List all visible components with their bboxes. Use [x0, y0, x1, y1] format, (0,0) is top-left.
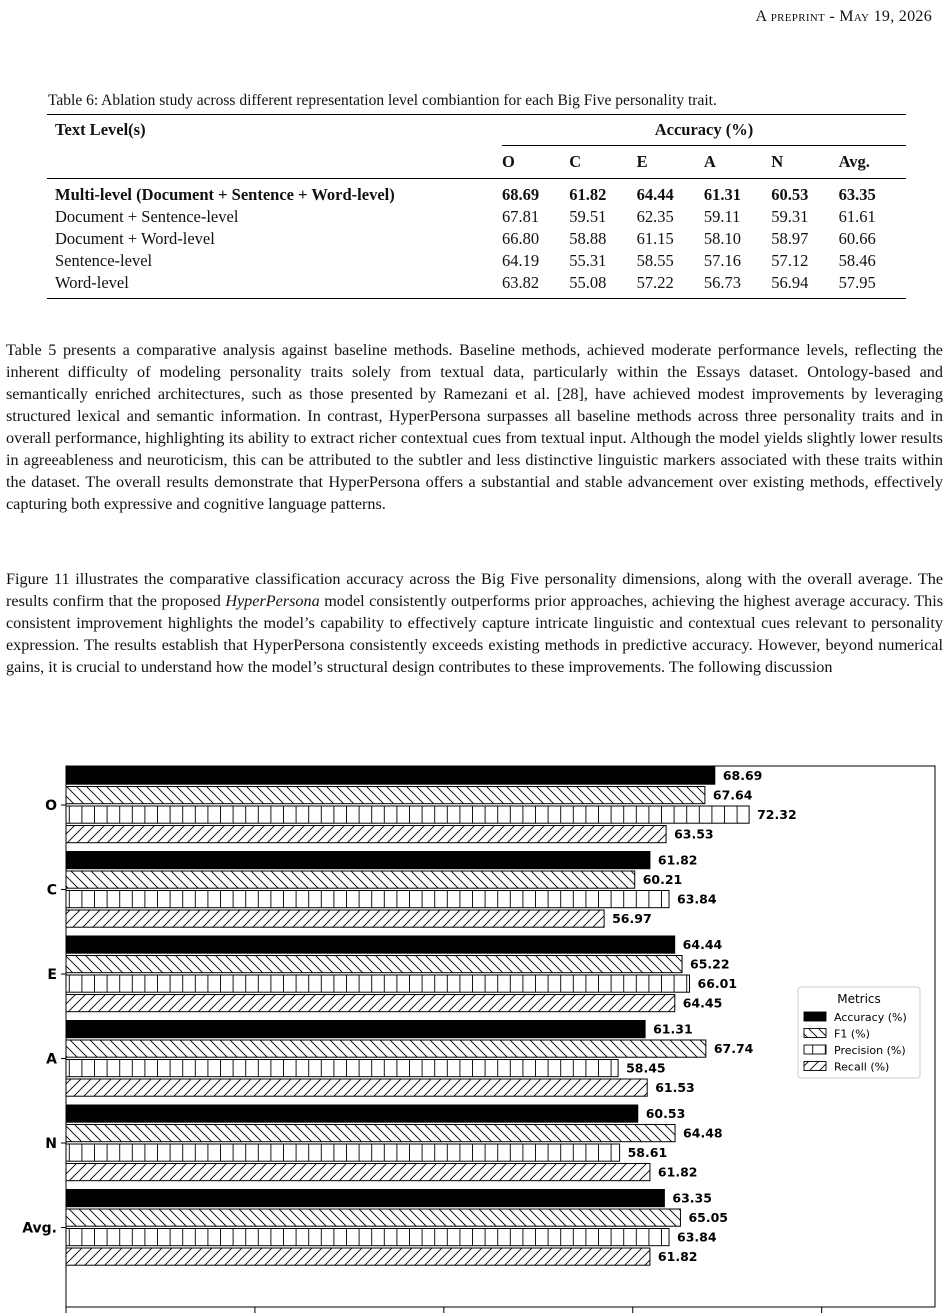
- bar-recall-avg: [66, 1248, 650, 1265]
- bar-marks: [66, 767, 797, 1265]
- bar-precision-n: [66, 1144, 620, 1161]
- table-cell: 64.19: [501, 251, 540, 270]
- table-cell: 55.31: [569, 251, 607, 270]
- table-cell: 62.35: [636, 207, 674, 226]
- bar-precision-avg: [66, 1229, 669, 1246]
- table-cell: 58.10: [703, 229, 742, 248]
- table-row: [47, 250, 906, 272]
- bar-accuracy-e: [66, 936, 675, 953]
- table-cell: 59.31: [771, 207, 809, 226]
- data-label: 61.82: [657, 1164, 698, 1180]
- data-label: 61.53: [655, 1080, 695, 1096]
- bar-f1-a: [66, 1040, 706, 1057]
- y-tick-label: N: [45, 1136, 57, 1152]
- bar-accuracy-n: [66, 1105, 638, 1122]
- bar-f1-n: [66, 1125, 675, 1142]
- bar-recall-e: [66, 995, 675, 1012]
- table-cell: 63.82: [502, 272, 569, 299]
- table-cell: 58.97: [771, 229, 809, 248]
- table-cell: 56.94: [771, 272, 838, 299]
- table-cell: 57.95: [839, 272, 906, 299]
- text-level-header: Text Level(s): [47, 115, 502, 146]
- bar-precision-e: [66, 975, 690, 992]
- bar-f1-avg: [66, 1209, 680, 1226]
- column-header: C: [569, 146, 636, 179]
- data-label: 63.53: [674, 826, 714, 842]
- para2-text-b: model consistently outperforms prior approaches, achieving the highest average accuracy. This consistent improvement highlights the model’s capability to effectively capture intricate linguistic and contextual cues relevant to personality expression. The results establish that HyperPersona consistently exceeds existing methods in predictive accuracy. However, beyond numerical gains, it is crucial to understand how the model’s structural design contributes to these improvements. The following discussion: [6, 592, 943, 676]
- y-tick-label: O: [45, 798, 57, 814]
- row-label: Word-level: [47, 272, 502, 299]
- table-caption: Table 6: Ablation study across different representation level combiantion for each Big Five personality trait.: [48, 92, 717, 109]
- y-tick-label: A: [46, 1051, 57, 1068]
- row-label: Document + Word-level: [55, 229, 215, 248]
- model-name: HyperPersona: [225, 592, 320, 610]
- y-tick-label: C: [46, 882, 57, 899]
- bar-recall-o: [66, 826, 666, 843]
- y-tick-label: E: [47, 967, 57, 983]
- bar-recall-n: [66, 1164, 650, 1181]
- data-label: 61.82: [657, 852, 698, 868]
- table-row: [47, 272, 906, 299]
- bar-f1-c: [66, 871, 635, 888]
- data-label: 72.32: [757, 807, 797, 823]
- row-label: Document + Sentence-level: [55, 207, 239, 226]
- data-label: 64.48: [683, 1125, 723, 1141]
- accuracy-header: Accuracy (%): [502, 115, 906, 146]
- bar-precision-c: [66, 891, 669, 908]
- table-cell: 57.12: [771, 251, 809, 270]
- data-label: 65.22: [690, 956, 730, 972]
- bar-recall-a: [66, 1079, 647, 1096]
- table-header-row: [47, 115, 906, 146]
- row-label: Sentence-level: [55, 251, 153, 270]
- bar-accuracy-o: [66, 767, 715, 784]
- blank-header-cell: [47, 146, 502, 179]
- data-label: 60.21: [642, 872, 683, 888]
- bar-accuracy-a: [66, 1021, 645, 1038]
- data-label: 58.45: [626, 1060, 666, 1076]
- bar-f1-o: [66, 787, 705, 804]
- table-row: [47, 179, 906, 207]
- paragraph-results: Table 5 presents a comparative analysis against baseline methods. Baseline methods, achieved moderate performance levels, reflecting the inherent difficulty of modeling personality traits solely from textual data, particularly within the Essays dataset. Ontology-based and semantically enriched architectures, such as those presented by Ramezani et al. [28], have achieved modest improvements by leveraging structured lexical and semantic information. In contrast, HyperPersona surpasses all baseline methods across three personality traits and in overall performance, highlighting its ability to extract richer contextual cues from textual input. Although the model yields slightly lower results in agreeableness and neuroticism, this can be attributed to the subtler and less distinctive linguistic markers associated with these traits within the dataset. The overall results demonstrate that HyperPersona offers a substantial and stable advancement over existing methods, effectively capturing both expressive and cognitive language patterns.: [6, 341, 943, 513]
- table-cell: 59.51: [569, 207, 607, 226]
- legend-entry: F1 (%): [834, 1027, 870, 1041]
- table-cell: 63.35: [838, 185, 876, 204]
- column-header: E: [637, 146, 704, 179]
- table-cell: 58.88: [569, 229, 607, 248]
- bar-accuracy-avg: [66, 1190, 664, 1207]
- data-label: 68.69: [722, 768, 763, 784]
- ablation-table: [47, 114, 906, 299]
- table-cell: 61.61: [838, 207, 876, 226]
- column-header: A: [704, 146, 771, 179]
- legend-entry: Recall (%): [834, 1060, 890, 1074]
- bar-precision-a: [66, 1060, 618, 1077]
- data-label: 58.61: [627, 1145, 668, 1161]
- data-label: 65.05: [688, 1210, 728, 1226]
- table-cell: 60.66: [838, 229, 876, 248]
- table-cell: 61.31: [703, 185, 742, 204]
- data-label: 61.82: [657, 1249, 698, 1265]
- table-cell: 68.69: [501, 185, 540, 204]
- data-label: 60.53: [645, 1106, 686, 1122]
- column-header: Avg.: [839, 146, 906, 179]
- table-cell: 60.53: [771, 185, 809, 204]
- table-cell: 58.46: [838, 251, 876, 270]
- table-cell: 67.81: [501, 207, 540, 226]
- legend-entry: Precision (%): [834, 1044, 906, 1057]
- table-cell: 55.08: [569, 272, 636, 299]
- table-row: [47, 206, 906, 228]
- bar-f1-e: [66, 956, 682, 973]
- table-cell: 64.44: [636, 185, 674, 204]
- table-cell: 57.22: [637, 272, 704, 299]
- table-row: [47, 228, 906, 250]
- running-header: A preprint - May 19, 2026: [755, 8, 932, 25]
- table-column-row: [47, 146, 906, 179]
- row-label: Multi-level (Document + Sentence + Word-level): [55, 185, 395, 204]
- data-label: 63.84: [677, 891, 717, 907]
- data-label: 64.45: [682, 995, 723, 1011]
- column-header: O: [502, 146, 569, 179]
- data-label: 63.84: [677, 1229, 717, 1245]
- data-label: 64.44: [682, 937, 723, 953]
- legend-swatch: [804, 1045, 826, 1054]
- data-label: 61.31: [653, 1021, 693, 1037]
- legend-swatch: [804, 1029, 826, 1038]
- legend-swatch: [804, 1012, 826, 1021]
- data-label: 63.35: [672, 1190, 712, 1206]
- table-cell: 57.16: [703, 251, 742, 270]
- column-header: N: [771, 146, 838, 179]
- y-tick-label: Avg.: [22, 1220, 57, 1237]
- legend-swatch: [804, 1062, 826, 1071]
- data-label: 67.64: [712, 787, 753, 803]
- bar-precision-o: [66, 806, 749, 823]
- paragraph-figure-discussion: [6, 568, 943, 678]
- legend-entry: Accuracy (%): [834, 1011, 907, 1024]
- table-cell: 58.55: [636, 251, 674, 270]
- chart-legend: [798, 987, 920, 1078]
- metrics-bar-chart: [0, 760, 951, 1313]
- data-label: 56.97: [612, 911, 652, 927]
- table-cell: 61.15: [636, 229, 674, 248]
- bar-recall-c: [66, 910, 604, 927]
- table-cell: 56.73: [704, 272, 771, 299]
- table-cell: 66.80: [501, 229, 540, 248]
- table-cell: 61.82: [569, 185, 607, 204]
- data-label: 66.01: [697, 976, 738, 992]
- data-label: 67.74: [713, 1041, 754, 1057]
- table-cell: 59.11: [703, 207, 741, 226]
- bar-accuracy-c: [66, 852, 650, 869]
- para2-text-a: Figure 11 illustrates the comparative classification accuracy across the Big Five personality dimensions, along with the overall average. The results confirm that the proposed: [6, 570, 943, 610]
- legend-title: Metrics: [837, 992, 881, 1006]
